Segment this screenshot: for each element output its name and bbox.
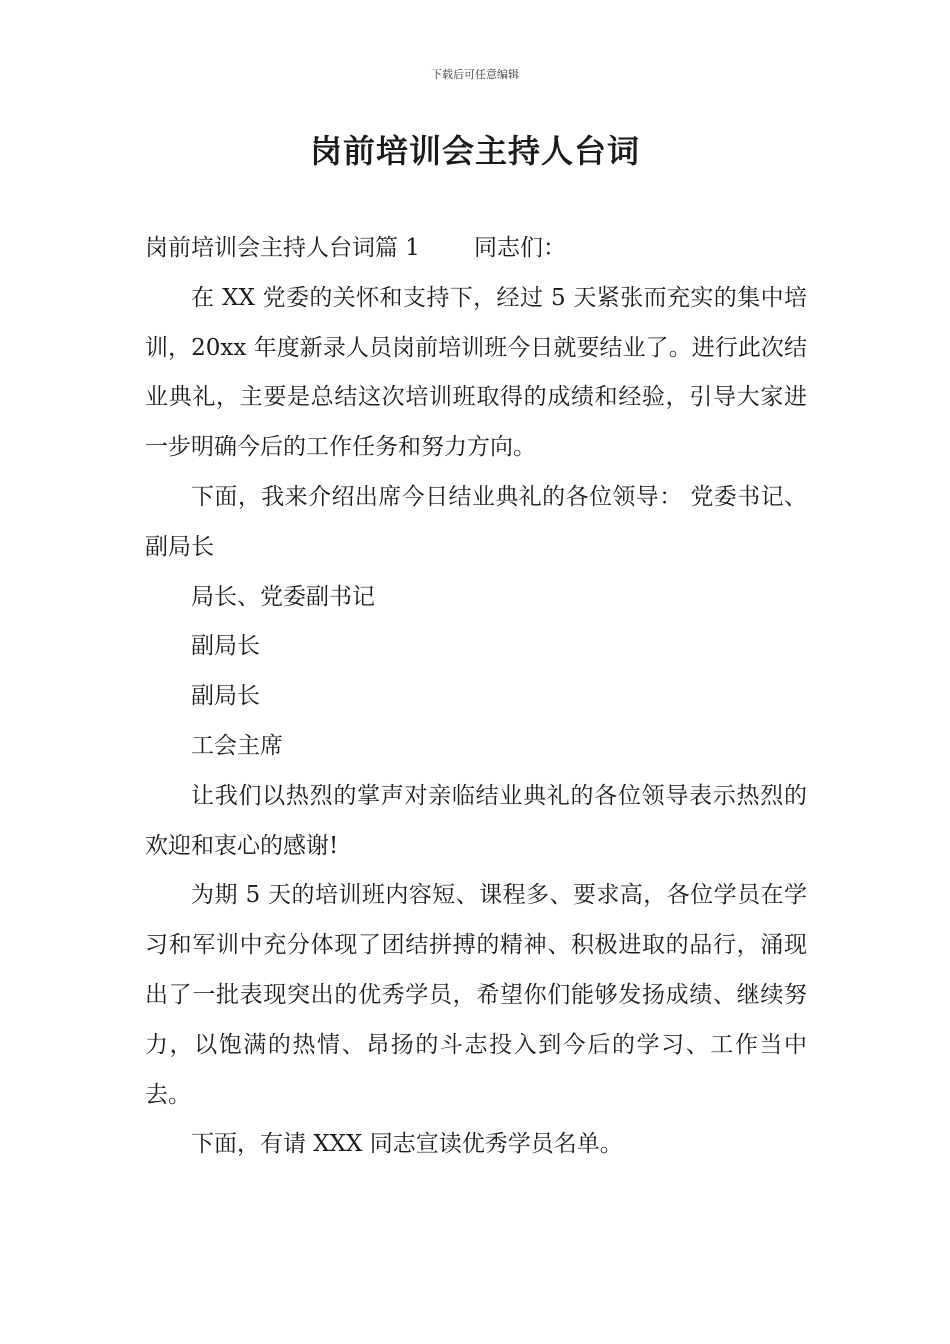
section-heading: 岗前培训会主持人台词篇 1 [145, 235, 420, 261]
document-body [145, 224, 807, 1170]
paragraph: 副局长 [191, 633, 260, 660]
salutation: 同志们： [473, 235, 566, 261]
paragraph: 副局长 [191, 683, 260, 710]
paragraph: 局长、党委副书记 [191, 583, 375, 610]
paragraph: 下面，有请 XXX 同志宣读优秀学员名单。 [191, 1131, 623, 1158]
paragraph: 在 XX 党委的关怀和支持下，经过 5 天紧张而充实的集中培训，20xx 年度新录人员岗前培训班今日就要结业了。进行此次结业典礼，主要是总结这次培训班取得的成绩和经验，引导大家进一步明确今后的工作任务和努力方向。 [145, 284, 807, 461]
paragraph: 工会主席 [191, 732, 283, 759]
paragraph: 下面，我来介绍出席今日结业典礼的各位领导： 党委书记、副局长 [145, 483, 807, 560]
paragraph: 为期 5 天的培训班内容短、课程多、要求高，各位学员在学习和军训中充分体现了团结拼搏的精神、积极进取的品行，涌现出了一批表现突出的优秀学员，希望你们能够发扬成绩、继续努力，以饱满的热情、昂扬的斗志投入到今后的学习、工作当中去。 [145, 882, 807, 1108]
header-note: 下载后可任意编辑 [431, 68, 519, 81]
document-title: 岗前培训会主持人台词 [309, 132, 640, 170]
section-heading-line [145, 224, 807, 274]
paragraph: 让我们以热烈的掌声对亲临结业典礼的各位领导表示热烈的欢迎和衷心的感谢! [145, 782, 807, 859]
